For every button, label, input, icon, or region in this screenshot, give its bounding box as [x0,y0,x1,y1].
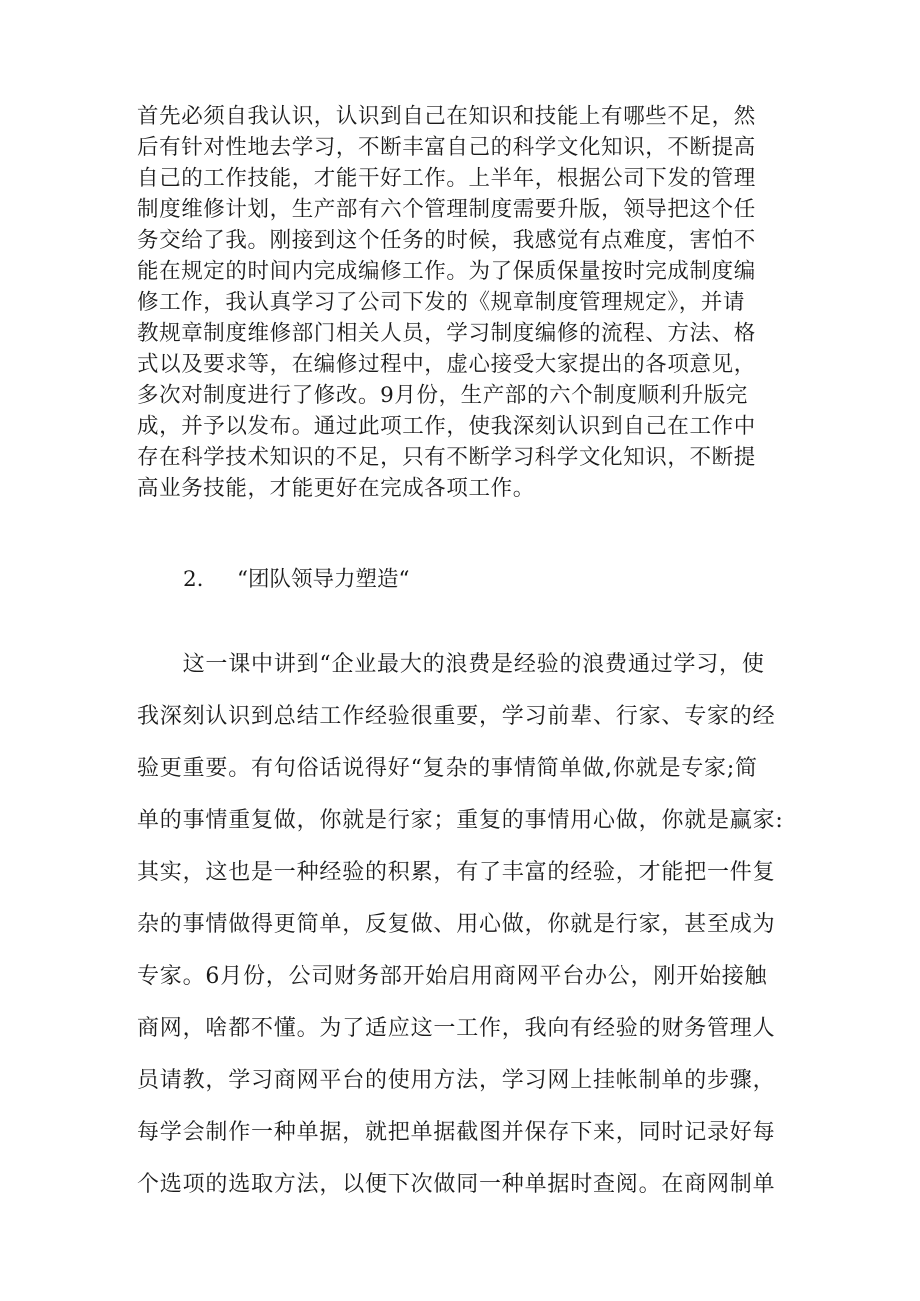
section-heading [183,566,409,594]
paragraph-line: 每学会制作一种单据，就把单据截图并保存下来，同时记录好每 [137,1120,776,1145]
paragraph-line: 单的事情重复做，你就是行家；重复的事情用心做，你就是赢家: [137,808,784,833]
paragraph-line: 个选项的选取方法，以便下次做同一种单据时查阅。在商网制单 [137,1172,776,1197]
paragraph-line: 式以及要求等，在编修过程中，虚心接受大家提出的各项意见， [137,352,756,377]
paragraph-line: 验更重要。有句俗话说得好“复杂的事情简单做,你就是专家;简 [137,756,758,781]
paragraph-line: 教规章制度维修部门相关人员，学习制度编修的流程、方法、格 [137,321,756,346]
paragraph-line: 后有针对性地去学习，不断丰富自己的科学文化知识，不断提高 [137,135,756,160]
paragraph-line: 员请教，学习商网平台的使用方法，学习网上挂帐制单的步骤， [137,1068,776,1093]
paragraph-line: 这一课中讲到“企业最大的浪费是经验的浪费通过学习，使 [137,652,765,677]
paragraph-line: 成，并予以发布。通过此项工作，使我深刻认识到自己在工作中 [137,414,756,439]
section-title: “团队领导力塑造“ [237,567,410,592]
paragraph-line: 多次对制度进行了修改。9月份，生产部的六个制度顺利升版完 [137,383,748,408]
paragraph-line: 商网，啥都不懂。为了适应这一工作，我向有经验的财务管理人 [137,1016,776,1041]
paragraph-line: 修工作，我认真学习了公司下发的《规章制度管理规定》，并请 [137,290,746,315]
paragraph-line: 我深刻认识到总结工作经验很重要，学习前辈、行家、专家的经 [137,704,776,729]
paragraph-line: 制度维修计划，生产部有六个管理制度需要升版，领导把这个任 [137,197,756,222]
paragraph-line: 杂的事情做得更简单，反复做、用心做，你就是行家，甚至成为 [137,912,776,937]
paragraph-line: 能在规定的时间内完成编修工作。为了保质保量按时完成制度编 [137,259,756,284]
paragraph-line: 自己的工作技能，才能干好工作。上半年，根据公司下发的管理 [137,166,756,191]
paragraph-line: 其实，这也是一种经验的积累，有了丰富的经验，才能把一件复 [137,860,776,885]
paragraph-line: 务交给了我。刚接到这个任务的时候，我感觉有点难度，害怕不 [137,228,756,253]
paragraph-line: 专家。6月份，公司财务部开始启用商网平台办公，刚开始接触 [137,964,768,989]
paragraph-line: 高业务技能，才能更好在完成各项工作。 [137,476,535,501]
paragraph-line: 存在科学技术知识的不足，只有不断学习科学文化知识，不断提 [137,445,756,470]
paragraph-line: 首先必须自我认识，认识到自己在知识和技能上有哪些不足，然 [137,104,756,129]
section-number: 2. [183,567,204,592]
